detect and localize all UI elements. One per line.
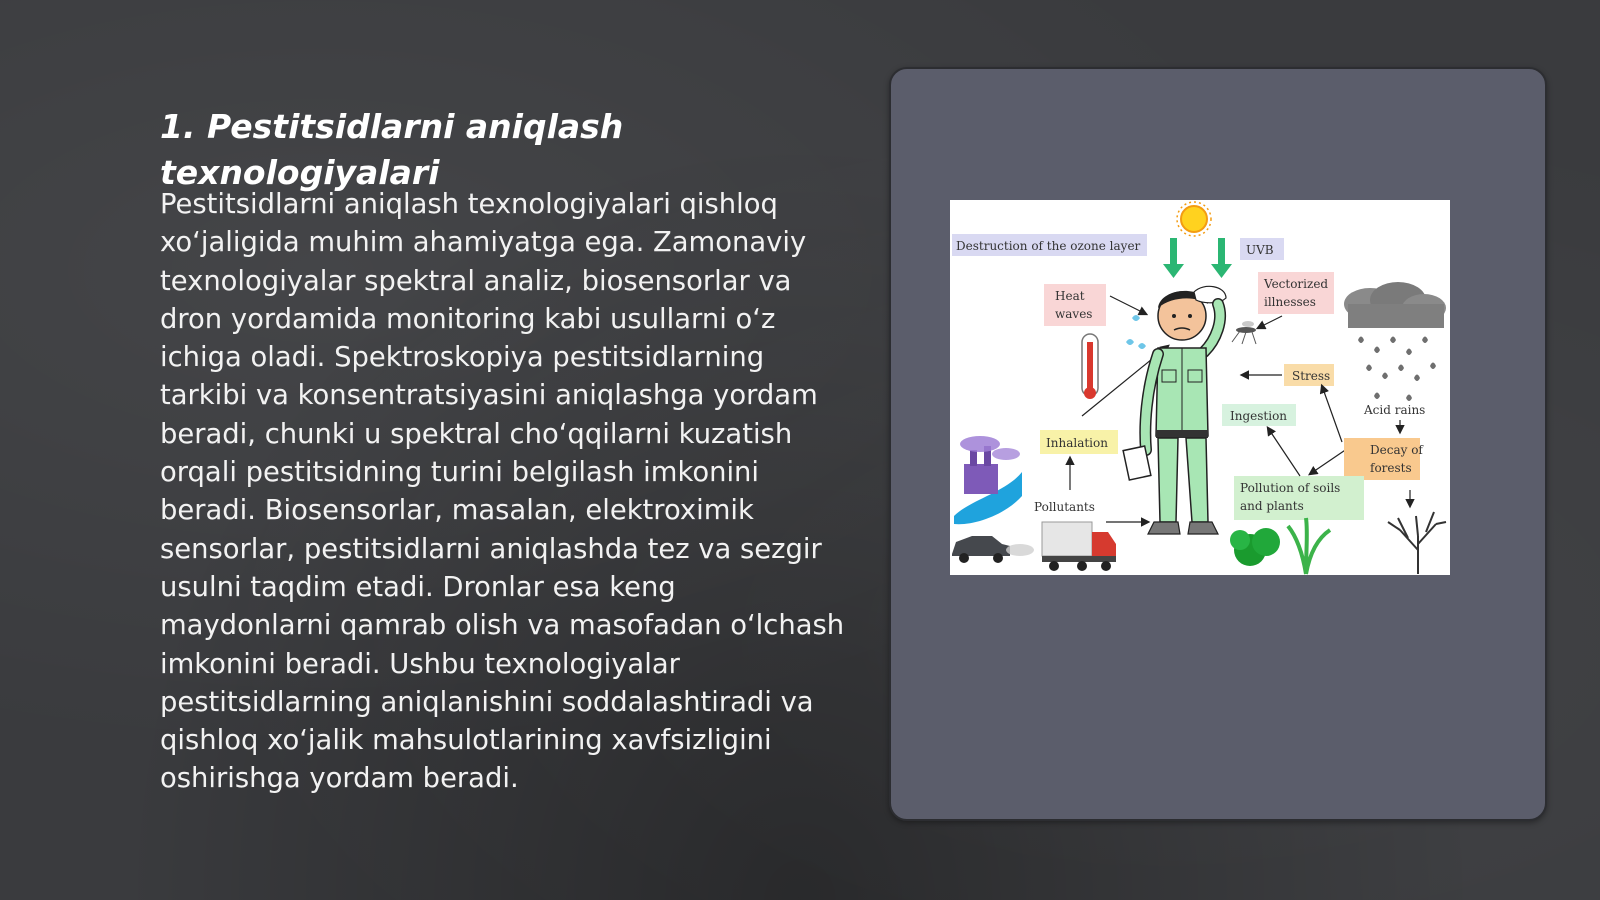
factory-icon — [954, 436, 1022, 524]
vectorized-illnesses-label-line1: Vectorized — [1264, 277, 1329, 291]
sun-icon — [1177, 202, 1211, 236]
stress-label: Stress — [1292, 369, 1331, 383]
slide-body-text: Pestitsidlarni aniqlash texnologiyalari qishloq xo‘jaligida muhim ahamiyatga ega. Zamonaviy texnologiyalar spektral analiz, biosensorlar va dron yordamida monitoring kabi usullarni o‘z ichiga oladi. Spektroskopiya pestitsidlarning tarkibi va konsentratsiyasini aniqlashga yordam beradi, chunki u spektral cho‘qqilarni kuzatish orqali pestitsidning turini belgilash imkonini beradi. Biosensorlar, masalan, elektroximik sensorlar, pestitsidlarni aniqlashda tez va sezgir usulni taqdim etadi. Dronlar esa keng maydonlarni qamrab olish va masofadan o‘lchash imkonini beradi. Ushbu texnologiyalar pestitsidlarning aniqlanishini soddalashtiradi va qishloq xo‘jalik mahsulotlarining xavfsizligini oshirishga yordam beradi. — [160, 189, 845, 795]
pollution-soils-label-line1: Pollution of soils — [1240, 481, 1341, 495]
heat-waves-label-line1: Heat — [1055, 289, 1085, 303]
rain-cloud-icon — [1344, 282, 1446, 401]
slide-title: 1. Pestitsidlarni aniqlash texnologiyalari — [160, 107, 624, 192]
inhalation-label: Inhalation — [1046, 436, 1108, 450]
dead-tree-icon — [1388, 512, 1446, 574]
heat-waves-label-line2: waves — [1055, 307, 1093, 321]
mosquito-icon — [1232, 321, 1256, 344]
pollutants-label: Pollutants — [1034, 500, 1095, 514]
decay-of-forests-label-line1: Decay of — [1370, 443, 1423, 457]
sweat-drops-icon — [1126, 315, 1146, 349]
sick-man-icon — [1123, 286, 1226, 534]
vectorized-illnesses-label-line2: illnesses — [1264, 295, 1316, 309]
ozone-label: Destruction of the ozone layer — [956, 239, 1141, 253]
pollution-soils-label-line2: and plants — [1240, 499, 1304, 513]
truck-icon — [1042, 522, 1116, 571]
car-icon — [952, 536, 1034, 563]
uv-arrows-icon — [1163, 238, 1232, 278]
climate-health-diagram — [950, 200, 1450, 575]
ingestion-label: Ingestion — [1230, 409, 1288, 423]
plants-icon — [1230, 518, 1330, 574]
uvb-label: UVB — [1246, 243, 1274, 257]
thermometer-icon — [1082, 334, 1098, 399]
decay-of-forests-label-line2: forests — [1370, 461, 1412, 475]
acid-rains-label: Acid rains — [1364, 403, 1426, 417]
